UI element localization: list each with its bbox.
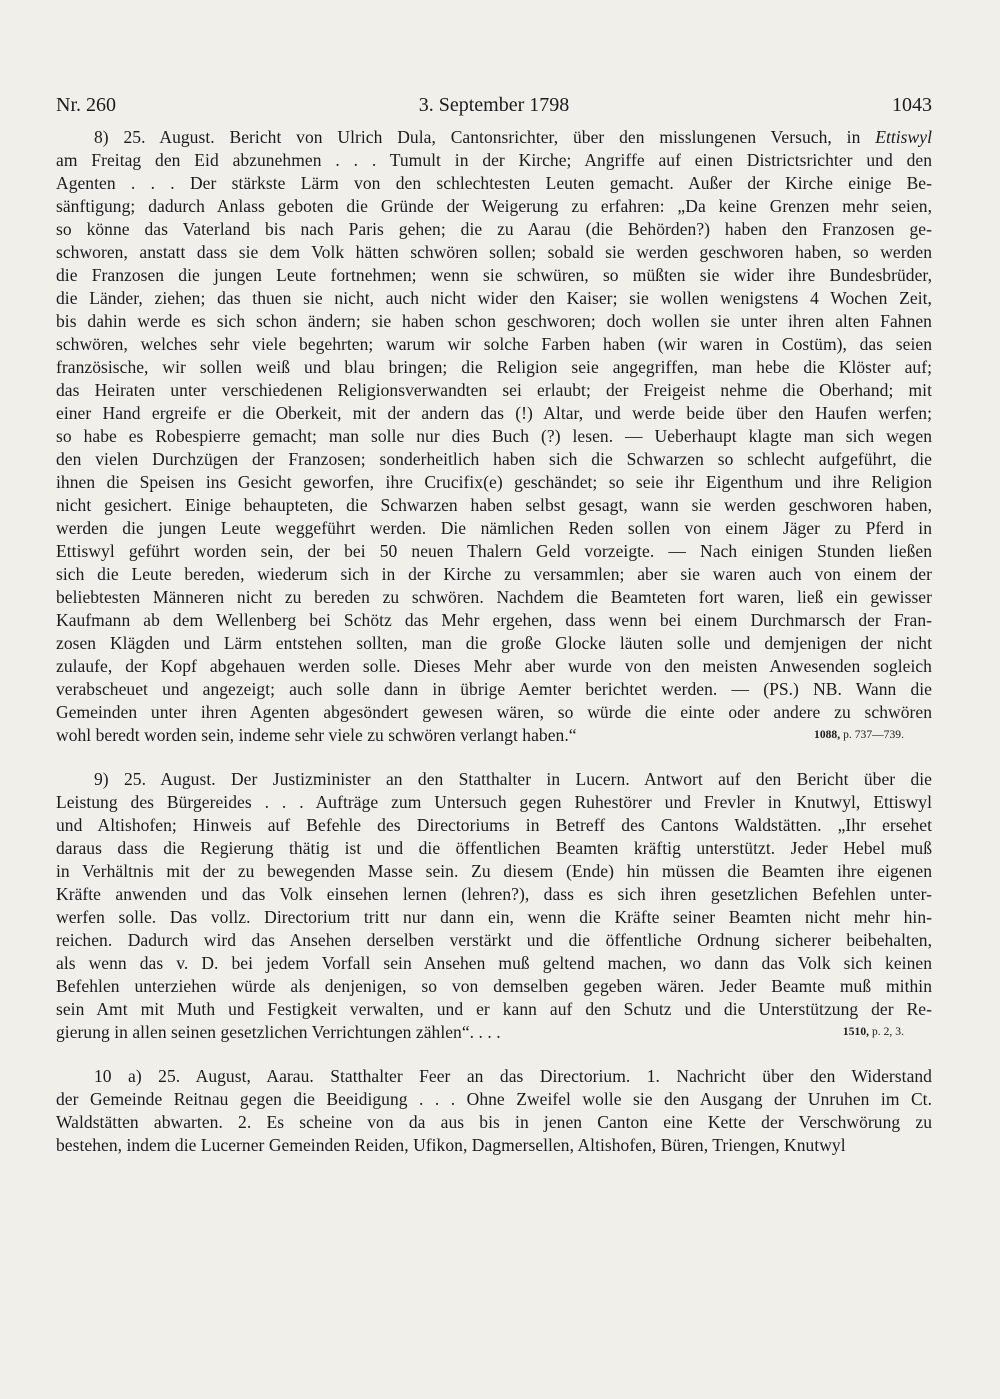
text-line: reichen. Dadurch wird das Ansehen derselben verstärkt und die öffentliche Ordnung sicherer beibehalten, [56, 930, 932, 950]
text-line-content: wohl beredt worden sein, indeme sehr viele zu schwören verlangt haben.“ [56, 725, 577, 745]
text-line: zulaufe, der Kopf abgehauen werden solle. Dieses Mehr aber wurde von den meisten Anwesenden sogleich [56, 656, 932, 676]
text-line: das Heiraten unter verschiedenen Religionsverwandten sei erlaubt; der Freigeist nehme die Oberhand; mit [56, 380, 932, 400]
text-line: französische, wir sollen weiß und blau bringen; die Religion seie angegriffen, man hebe die Klöster auf; [56, 357, 932, 377]
entry-gap [56, 747, 932, 768]
text-line: so könne das Vaterland bis nach Paris gehen; die zu Aarau (die Behörden?) haben den Franzosen ge- [56, 219, 932, 239]
text-line: in Verhältnis mit der zu bewegenden Masse sein. Zu diesem (Ende) hin müssen die Beamten ihre eigenen [56, 861, 932, 881]
text-line: als wenn das v. D. bei jedem Vorfall sein Ansehen muß geltend machen, wo dann das Volk sich keinen [56, 953, 932, 973]
text-line: Agenten . . . Der stärkste Lärm von den schlechtesten Leuten gemacht. Außer der Kirche einige Be- [56, 173, 932, 193]
text-line: Gemeinden unter ihren Agenten abgesöndert gewesen wären, so würde die einte oder andere zu schwören [56, 702, 932, 722]
text-line: werden die jungen Leute weggeführt werden. Die nämlichen Reden sollen von einem Jäger zu Pferd in [56, 518, 932, 538]
text-line: sich die Leute bereden, wiederum sich in der Kirche zu versammlen; aber sie waren auch von einem der [56, 564, 932, 584]
source-reference [843, 1021, 904, 1044]
entry-gap [56, 1044, 932, 1065]
entry-3 [56, 1065, 932, 1157]
text-line: einer Hand ergreife er die Oberkeit, mit der andern das (!) Altar, und werde beide über den Haufen werfen; [56, 403, 932, 423]
place-name: Ettiswyl [875, 127, 932, 147]
text-line: beliebtesten Männeren nicht zu bereden zu schwören. Nachdem die Beamteten fort waren, ließ ein gewisser [56, 587, 932, 607]
text-line: bestehen, indem die Lucerner Gemeinden Reiden, Ufikon, Dagmersellen, Altishofen, Büren, Triengen, Knutwyl [56, 1135, 846, 1155]
text-line: schwören, welches sehr viele begehrten; warum wir solche Farben haben (wir waren in Costüm), das seien [56, 334, 932, 354]
text-line: Leistung des Bürgereides . . . Aufträge zum Untersuch gegen Ruhestörer und Frevler in Knutwyl, Ettiswyl [56, 792, 932, 812]
page-header [56, 94, 932, 124]
text-line: sänftigung; dadurch Anlass geboten die Gründe der Weigerung zu erfahren: „Da keine Grenzen mehr seien, [56, 196, 932, 216]
text-line: zosen Klägden und Lärm entstehen sollten, man die große Glocke läuten solle und demjenigen der nicht [56, 633, 932, 653]
text-line: werfen solle. Das vollz. Directorium tritt nur dann ein, wenn die Kräfte seiner Beamten nicht mehr hin- [56, 907, 932, 927]
text-line: nicht gesichert. Einige behaupteten, die Schwarzen haben selbst gesagt, wann sie werden geschworen haben, [56, 495, 932, 515]
text-line: schworen, anstatt dass sie dem Volk hätten schwören sollen; sobald sie werden geschworen haben, so werden [56, 242, 932, 262]
page-number: 1043 [892, 94, 932, 116]
entry-2 [56, 768, 932, 1044]
header-date: 3. September 1798 [418, 94, 570, 116]
text-line: und Altishofen; Hinweis auf Befehle des Directoriums in Betreff des Cantons Waldstätten. „Ihr ersehet [56, 815, 932, 835]
text-line: Kaufmann ab dem Wellenberg bei Schötz das Mehr ergehen, dass wenn bei einem Durchmarsch der Fran- [56, 610, 932, 630]
text-line [56, 1021, 932, 1044]
text-line: 10 a) 25. August, Aarau. Statthalter Feer an das Directorium. 1. Nachricht über den Widerstand [94, 1066, 932, 1086]
text-line: ihnen die Speisen ins Gesicht geworfen, ihre Crucifix(e) geschändet; so seie ihr Eigenthum und ihre Religion [56, 472, 932, 492]
source-reference [814, 724, 904, 747]
text-line: Kräfte anwenden und das Volk einsehen lernen (lehren?), dass es sich ihren gesetzlichen Befehlen unter- [56, 884, 932, 904]
text-line: daraus dass die Regierung thätig ist und die öffentlichen Beamten kräftig unterstützt. Jeder Hebel muß [56, 838, 932, 858]
text-line: 8) 25. August. Bericht von Ulrich Dula, Cantonsrichter, über den misslungenen Versuch, in Ettiswyl [94, 127, 932, 147]
source-number: 1088, [814, 729, 841, 741]
text-line-content: gierung in allen seinen gesetzlichen Verrichtungen zählen“. . . . [56, 1022, 501, 1042]
document-number: Nr. 260 [56, 94, 116, 116]
source-number: 1510, [842, 1026, 870, 1038]
text-line: so habe es Robespierre gemacht; man solle nur dies Buch (?) lesen. — Ueberhaupt klagte man sich wegen [56, 426, 932, 446]
text-line: Befehlen unterziehen würde als denjenigen, so von demselben gegeben wären. Jeder Beamte muß mithin [56, 976, 932, 996]
text-line: Ettiswyl geführt worden sein, der bei 50 neuen Thalern Geld vorzeigte. — Nach einigen Stunden ließen [56, 541, 932, 561]
entry-1 [56, 126, 932, 747]
source-pages: p. 737—739. [840, 729, 904, 741]
text-line: sein Amt mit Muth und Festigkeit verwalten, und er kann auf den Schutz und die Unterstützung der Re- [56, 999, 932, 1019]
text-line: die Länder, ziehen; das thuen sie nicht, auch nicht wider den Kaiser; sie wollen wenigstens 4 Wochen Zeit, [56, 288, 932, 308]
source-pages: p. 2, 3. [869, 1026, 904, 1038]
text-line: verabscheuet und angezeigt; auch solle dann in übrige Aemter berichtet werden. — (PS.) NB. Wann die [56, 679, 932, 699]
text-line: 9) 25. August. Der Justizminister an den Statthalter in Lucern. Antwort auf den Bericht über die [94, 769, 932, 789]
text-line: Waldstätten abwarten. 2. Es scheine von da aus bis in jenen Canton eine Kette der Verschwörung zu [56, 1112, 932, 1132]
text-line [56, 724, 932, 747]
text-line: bis dahin werde es sich schon ändern; sie haben schon geschworen; doch wollen sie unter ihren alten Fahnen [56, 311, 932, 331]
text-line: die Franzosen die jungen Leute fortnehmen; wenn sie schwüren, so müßten sie wider ihre Bundesbrüder, [56, 265, 932, 285]
text-line: der Gemeinde Reitnau gegen die Beeidigung . . . Ohne Zweifel wolle sie den Ausgang der Unruhen im Ct. [56, 1089, 932, 1109]
document-body [56, 126, 932, 1157]
text-line: den vielen Durchzügen der Franzosen; sonderheitlich haben sich die Schwarzen so schlecht aufgeführt, die [56, 449, 932, 469]
text-line: am Freitag den Eid abzunehmen . . . Tumult in der Kirche; Angriffe auf einen Districtsrichter und den [56, 150, 932, 170]
